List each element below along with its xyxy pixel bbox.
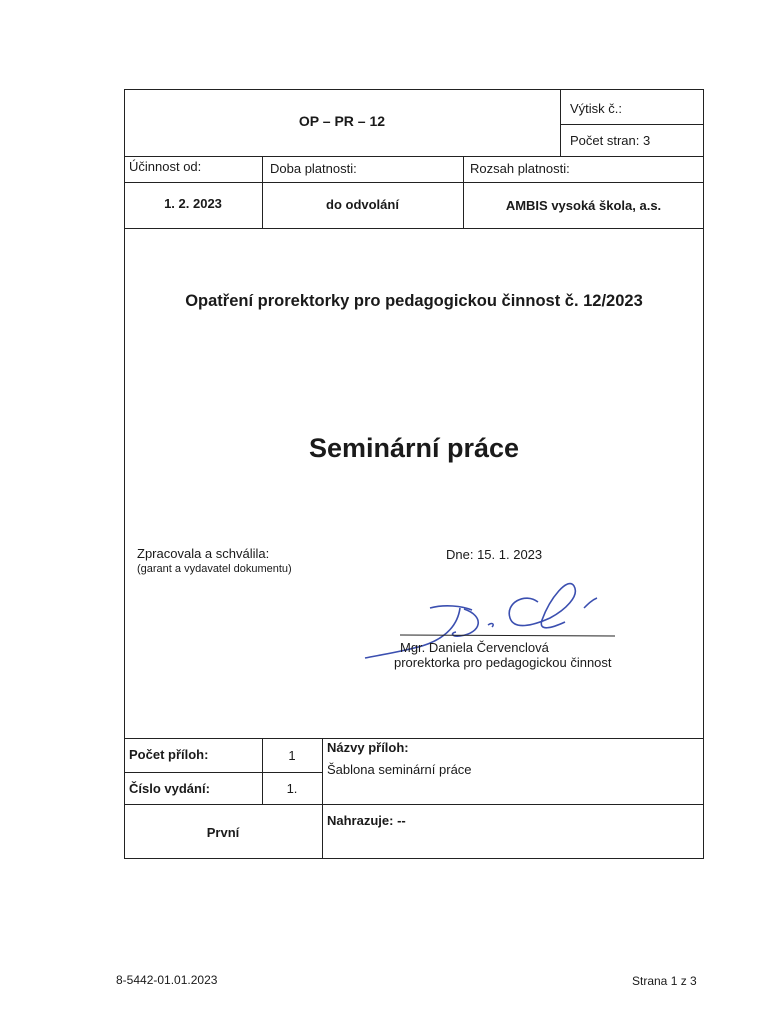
document-title: Seminární práce [308, 433, 520, 463]
document-subtitle: Opatření prorektorky pro pedagogickou činnost č. 12/2023 [185, 292, 643, 310]
page-count-label: Počet stran: 3 [570, 133, 651, 148]
effective-from-label: Účinnost od: [129, 159, 202, 174]
prepared-by-note: (garant a vydavatel dokumentu) [137, 563, 292, 575]
attachments-count-value: 1 [288, 748, 296, 763]
validity-duration-value: do odvolání [326, 197, 399, 212]
prepared-by-label: Zpracovala a schválila: [137, 546, 270, 561]
attachments-count-label: Počet příloh: [129, 747, 209, 762]
validity-scope-label: Rozsah platnosti: [470, 161, 570, 176]
validity-duration-label: Doba platnosti: [270, 161, 357, 176]
signer-role: prorektorka pro pedagogickou činnost [394, 655, 612, 670]
divider [124, 228, 704, 229]
issue-number-label: Číslo vydání: [129, 781, 210, 796]
divider [124, 772, 322, 773]
divider [262, 156, 263, 228]
document-code: OP – PR – 12 [298, 113, 386, 129]
copy-number-label: Výtisk č.: [570, 101, 623, 116]
footer-page-number: Strana 1 z 3 [632, 974, 697, 988]
attachment-names-value: Šablona seminární práce [327, 762, 472, 777]
issue-word: První [206, 825, 240, 840]
footer-document-id: 8-5442-01.01.2023 [116, 973, 218, 987]
divider [124, 738, 704, 739]
issue-number-value: 1. [286, 781, 298, 796]
validity-scope-value: AMBIS vysoká škola, a.s. [505, 198, 662, 213]
signer-name: Mgr. Daniela Červenclová [400, 640, 549, 655]
replaces-label: Nahrazuje: -- [327, 813, 406, 828]
divider [560, 124, 704, 125]
document-date: Dne: 15. 1. 2023 [446, 547, 543, 562]
divider [322, 738, 323, 859]
divider [560, 89, 561, 156]
attachment-names-label: Názvy příloh: [327, 740, 409, 755]
divider [124, 156, 704, 157]
divider [124, 182, 704, 183]
divider [124, 804, 704, 805]
effective-from-value: 1. 2. 2023 [164, 196, 222, 211]
divider [463, 156, 464, 228]
